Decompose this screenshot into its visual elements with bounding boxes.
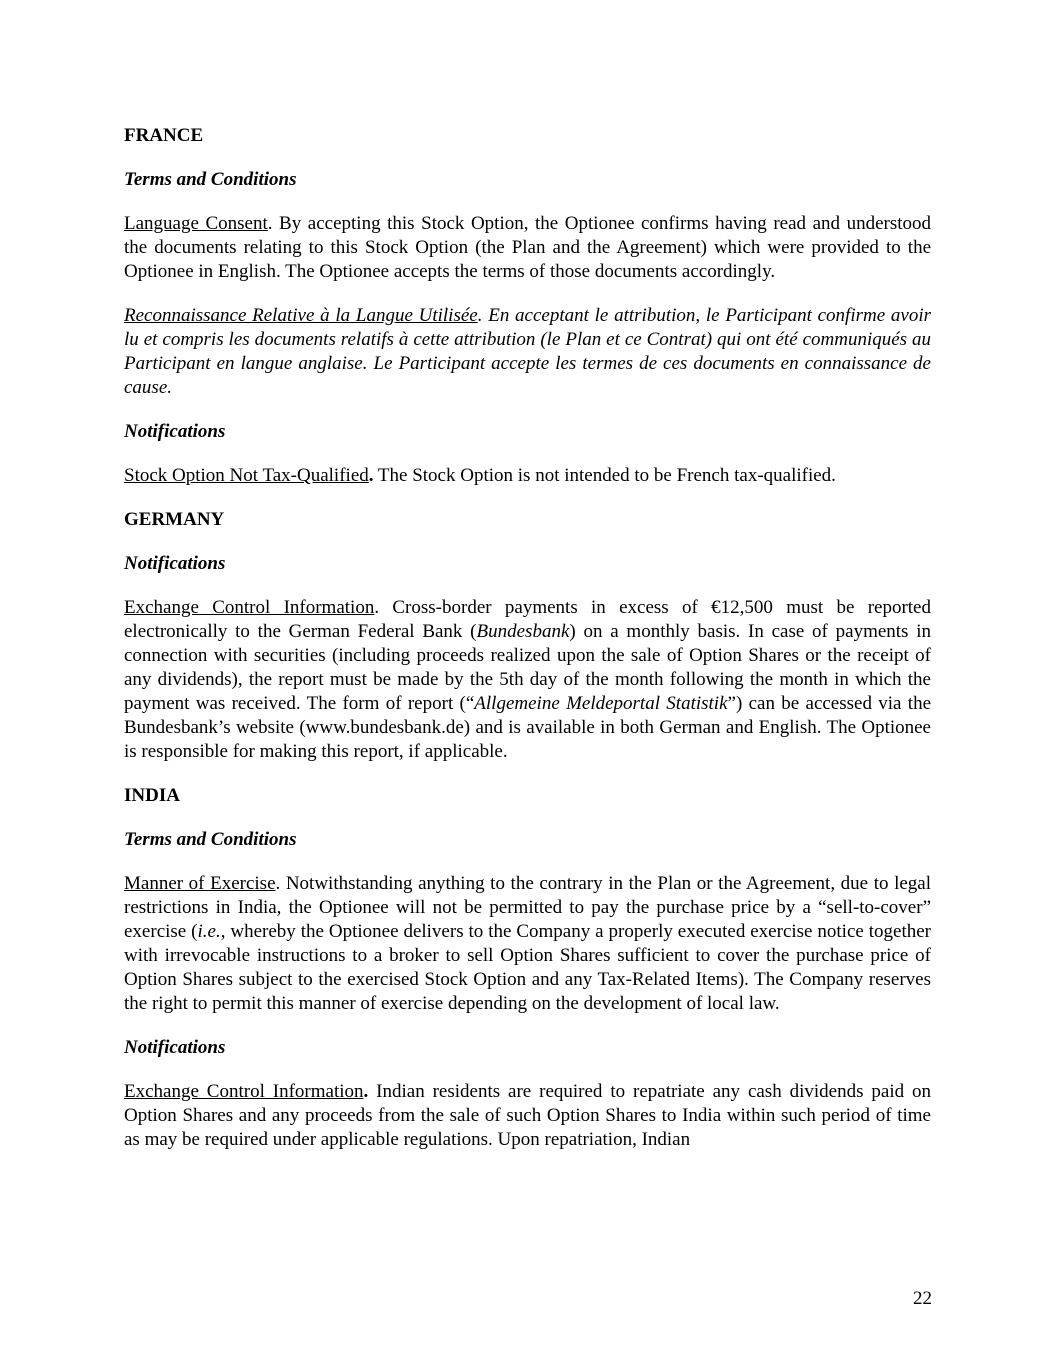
clause-title: Reconnaissance Relative à la Langue Utilisée [124,305,478,326]
subheading-notifications: Notifications [124,553,226,574]
clause-title: Exchange Control Information [124,597,375,618]
page-number: 22 [913,1288,932,1309]
clause-text: ”) can be accessed via the Bundesbank’s website (www.bundesbank.de) and is available in both German and English. The Optionee is responsible for making this report, if applicable. [124,693,932,762]
paragraph-germany-exchange-control [124,596,931,764]
subheading-terms-and-conditions: Terms and Conditions [124,169,297,190]
clause-text: Indian residents are required to repatriate any cash dividends paid on Option Shares and any proceeds from the sale of such Option Shares to India within such period of time as may be required under applicable regulations. Upon repatriation, Indian [124,1081,931,1150]
section-heading-germany: GERMANY [124,509,225,530]
clause-title: Language Consent [124,213,268,234]
paragraph-india-exchange-control [124,1080,931,1152]
clause-italic: Bundesbank [476,621,570,642]
paragraph-tax-qualified [124,464,931,488]
clause-text: . En acceptant le attribution, le Participant confirme avoir lu et compris les documents relatifs à cette attribution (le Plan et ce Contrat) qui ont été communiqués au Participant en langue anglaise. Le Participant accepte les termes de ces documents en connaissance de cause. [124,305,931,398]
clause-text: . Cross-border payments in excess of €12,500 must be reported electronically to the German Federal Bank ( [124,597,931,642]
paragraph-language-consent [124,212,931,284]
clause-title: Stock Option Not Tax-Qualified [124,465,369,486]
clause-period: . [368,465,374,486]
paragraph-manner-of-exercise [124,872,931,1016]
subheading-notifications: Notifications [124,1037,226,1058]
clause-title: Exchange Control Information [124,1081,364,1102]
document-page [124,124,931,1172]
clause-text: . Notwithstanding anything to the contrary in the Plan or the Agreement, due to legal restrictions in India, the Optionee will not be permitted to pay the purchase price by a “sell-to-cover” exercise ( [124,873,931,942]
clause-italic: Allgemeine Meldeportal Statistik [474,693,728,714]
section-heading-india: INDIA [124,785,180,806]
clause-period: . [363,1081,369,1102]
section-heading-france: FRANCE [124,125,204,146]
clause-italic: i.e. [197,921,221,942]
clause-text: ) on a monthly basis. In case of payments in connection with securities (including proceeds realized upon the sale of Option Shares or the receipt of any dividends), the report must be made by the 5th day of the month following the month in which the payment was received. The form of report (“ [124,621,931,714]
clause-text: . By accepting this Stock Option, the Optionee confirms having read and understood the documents relating to this Stock Option (the Plan and the Agreement) which were provided to the Optionee in English. The Optionee accepts the terms of those documents accordingly. [124,213,932,282]
subheading-terms-and-conditions: Terms and Conditions [124,829,297,850]
clause-text: , whereby the Optionee delivers to the Company a properly executed exercise notice together with irrevocable instructions to a broker to sell Option Shares sufficient to cover the purchase price of Option Shares subject to the exercised Stock Option and any Tax-Related Items). The Company reserves the right to permit this manner of exercise depending on the development of local law. [124,921,932,1014]
subheading-notifications: Notifications [124,421,226,442]
paragraph-reconnaissance [124,304,931,400]
clause-text: The Stock Option is not intended to be French tax-qualified. [373,465,836,486]
clause-title: Manner of Exercise [124,873,276,894]
